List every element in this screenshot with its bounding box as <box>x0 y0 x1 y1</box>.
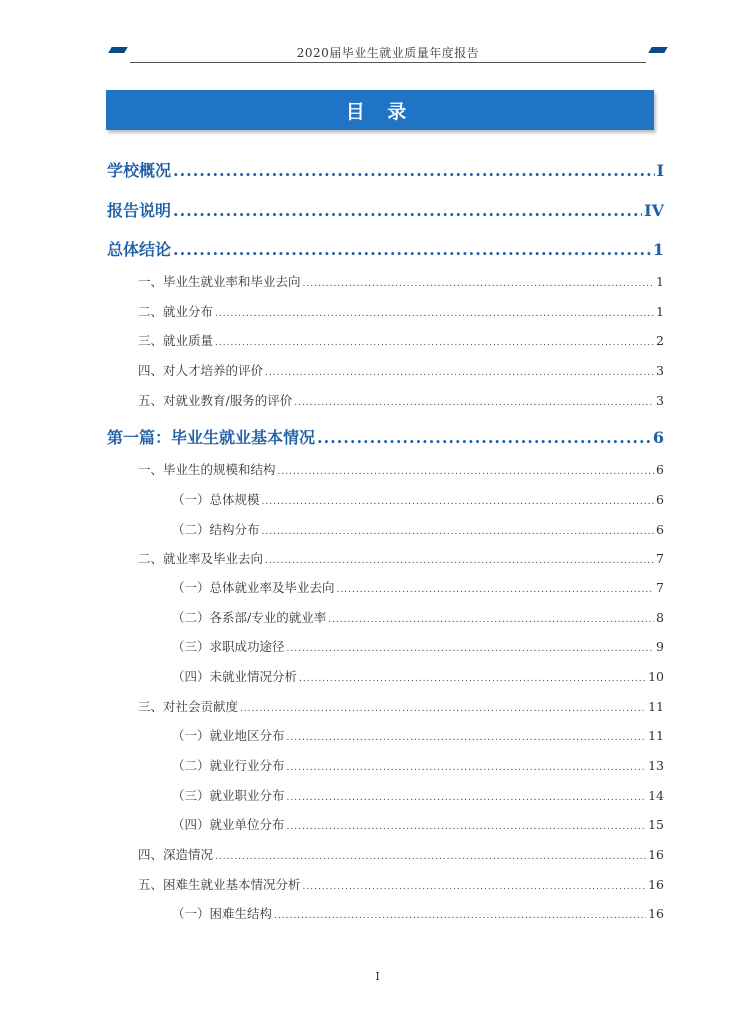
toc-entry-title: 一、毕业生的规模和结构 <box>138 462 276 477</box>
toc-entry-page: 16 <box>648 877 664 892</box>
page-number: I <box>375 970 380 983</box>
toc-dot-leader <box>262 497 655 507</box>
toc-entry[interactable] <box>107 425 664 449</box>
toc-entry-title: 总体结论 <box>107 240 172 259</box>
toc-entry[interactable] <box>107 198 664 222</box>
toc-entry-page: 13 <box>648 758 664 773</box>
toc-entry-page: 1 <box>656 274 664 289</box>
toc-entry-title: 二、就业率及毕业去向 <box>138 551 264 566</box>
toc-entry-title: 二、就业分布 <box>138 304 214 319</box>
toc-dot-leader <box>173 161 655 180</box>
toc-entry-title: （三）就业职业分布 <box>172 788 285 803</box>
toc-entry-page: I <box>656 161 664 180</box>
toc-dot-leader <box>287 733 647 743</box>
toc-dot-leader <box>215 338 654 348</box>
toc-entry-title: （一）总体就业率及毕业去向 <box>172 580 335 595</box>
toc-entry[interactable] <box>172 490 664 510</box>
toc-entry-title: 三、对社会贡献度 <box>138 699 239 714</box>
toc-entry-title: 四、深造情况 <box>138 847 214 862</box>
toc-entry-page: 16 <box>648 906 664 921</box>
toc-entry-title: （三）求职成功途径 <box>172 639 285 654</box>
toc-entry-page: IV <box>644 201 664 220</box>
toc-entry[interactable] <box>172 756 664 776</box>
toc-dot-leader <box>215 852 646 862</box>
toc-entry[interactable] <box>138 460 664 480</box>
toc-entry[interactable] <box>172 667 664 687</box>
toc-entry-page: 8 <box>656 610 664 625</box>
toc-dot-leader <box>299 674 646 684</box>
toc-dot-leader <box>265 556 654 566</box>
toc-entry-title: （二）结构分布 <box>172 522 260 537</box>
toc-dot-leader <box>303 882 647 892</box>
toc-entry-title: （四）未就业情况分析 <box>172 669 298 684</box>
toc-entry-page: 14 <box>648 788 664 803</box>
toc-dot-leader <box>262 527 655 537</box>
toc-entry-page: 16 <box>648 847 664 862</box>
toc-entry-page: 6 <box>652 428 664 447</box>
toc-entry[interactable] <box>138 549 664 569</box>
toc-dot-leader <box>278 467 655 477</box>
toc-dot-leader <box>328 615 654 625</box>
toc-entry[interactable] <box>107 237 664 261</box>
header-rule <box>130 62 646 63</box>
toc-entry-title: （一）总体规模 <box>172 492 260 507</box>
toc-entry-title: 五、对就业教育/服务的评价 <box>138 393 293 408</box>
toc-entry[interactable] <box>172 637 664 657</box>
toc-entry-page: 3 <box>656 363 664 378</box>
toc-dot-leader <box>294 398 654 408</box>
toc-entry-title: 报告说明 <box>107 201 172 220</box>
toc-dot-leader <box>287 822 647 832</box>
toc-entry-title: （二）各系部/专业的就业率 <box>172 610 327 625</box>
toc-entry-page: 1 <box>652 240 664 259</box>
toc-entry[interactable] <box>138 845 664 865</box>
header-left-mark <box>108 47 127 53</box>
toc-entry-title: 四、对人才培养的评价 <box>138 363 264 378</box>
toc-entry[interactable] <box>172 904 664 924</box>
toc-entry[interactable] <box>138 302 664 322</box>
toc-entry-page: 9 <box>656 639 664 654</box>
toc-entry[interactable] <box>172 815 664 835</box>
toc-entry-page: 10 <box>648 669 664 684</box>
toc-entry-page: 11 <box>648 699 664 714</box>
toc-dot-leader <box>173 240 651 259</box>
toc-entry[interactable] <box>138 875 664 895</box>
toc-entry[interactable] <box>138 331 664 351</box>
toc-entry-page: 7 <box>656 580 664 595</box>
toc-entry-page: 6 <box>656 492 664 507</box>
toc-dot-leader <box>303 279 655 289</box>
toc-entry-title: （二）就业行业分布 <box>172 758 285 773</box>
toc-entry[interactable] <box>172 608 664 628</box>
toc-dot-leader <box>265 368 654 378</box>
toc-dot-leader <box>287 644 655 654</box>
toc-heading-banner <box>106 90 654 130</box>
toc-entry-title: （四）就业单位分布 <box>172 817 285 832</box>
toc-entry[interactable] <box>138 361 664 381</box>
running-header-title: 2020届毕业生就业质量年度报告 <box>296 46 480 60</box>
toc-entry-title: 第一篇：毕业生就业基本情况 <box>107 428 316 447</box>
toc-entry-page: 11 <box>648 728 664 743</box>
toc-entry[interactable] <box>172 786 664 806</box>
toc-dot-leader <box>287 793 647 803</box>
toc-entry-page: 2 <box>656 333 664 348</box>
toc-entry[interactable] <box>107 158 664 182</box>
toc-entry-page: 6 <box>656 522 664 537</box>
toc-entry-title: 三、就业质量 <box>138 333 214 348</box>
toc-entry[interactable] <box>138 697 664 717</box>
toc-entry[interactable] <box>138 391 664 411</box>
toc-entry-page: 6 <box>656 462 664 477</box>
toc-entry[interactable] <box>172 520 664 540</box>
toc-entry[interactable] <box>172 578 664 598</box>
toc-entry-title: 学校概况 <box>107 161 172 180</box>
toc-dot-leader <box>287 763 647 773</box>
toc-entry-page: 15 <box>648 817 664 832</box>
toc-entry-page: 1 <box>656 304 664 319</box>
toc-entry[interactable] <box>172 726 664 746</box>
toc-dot-leader <box>173 201 642 220</box>
toc-dot-leader <box>317 428 651 447</box>
toc-heading: 目 录 <box>345 100 415 123</box>
toc-entry-title: 一、毕业生就业率和毕业去向 <box>138 274 301 289</box>
toc-entry-page: 7 <box>656 551 664 566</box>
toc-dot-leader <box>215 309 654 319</box>
toc-dot-leader <box>337 585 655 595</box>
toc-entry-title: （一）困难生结构 <box>172 906 273 921</box>
toc-entry-page: 3 <box>656 393 664 408</box>
header-right-mark <box>648 47 667 53</box>
toc-dot-leader <box>274 911 646 921</box>
toc-dot-leader <box>240 704 646 714</box>
toc-entry-title: 五、困难生就业基本情况分析 <box>138 877 301 892</box>
toc-entry[interactable] <box>138 272 664 292</box>
toc-entry-title: （一）就业地区分布 <box>172 728 285 743</box>
